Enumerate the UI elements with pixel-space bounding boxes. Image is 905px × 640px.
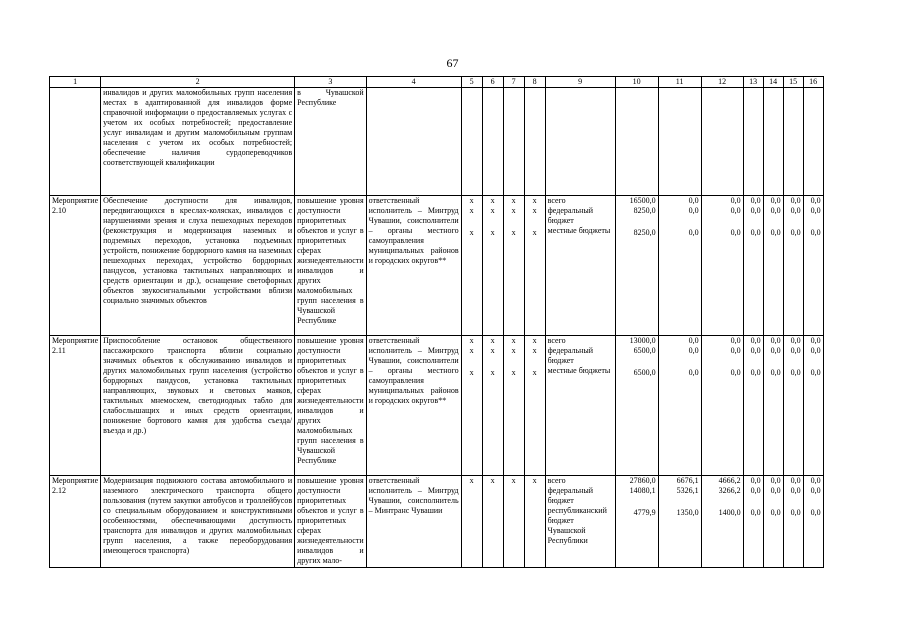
header-cell: 6	[482, 77, 503, 88]
amount-value: 0,0	[688, 368, 699, 377]
cell-result: повышение уровня доступности приоритетных объектов и услуг в приоритетных сферах жизнедеятельности инвалидов и других маломобильных групп населения в Чувашской Республике	[295, 196, 366, 336]
amount-value: 0,0	[790, 228, 801, 237]
cell-amount	[803, 336, 823, 476]
x-mark: x	[490, 228, 495, 237]
amount-value: 0,0	[688, 206, 699, 215]
amount-value: 0,0	[810, 346, 821, 355]
x-mark: x	[511, 368, 516, 377]
funding-source: республиканский бюджет Чувашской Республики	[547, 506, 607, 545]
amount-value: 0,0	[790, 336, 801, 345]
activity-row	[50, 336, 824, 476]
amount-value: 0,0	[688, 346, 699, 355]
amount-value: 0,0	[730, 368, 741, 377]
amount-value: 0,0	[790, 508, 801, 517]
cell-amount	[615, 196, 658, 336]
amount-value: 0,0	[750, 346, 761, 355]
amount-value: 13000,0	[629, 336, 656, 345]
header-cell: 11	[658, 77, 701, 88]
amount-value: 0,0	[770, 476, 781, 485]
amount-value: 0,0	[790, 196, 801, 205]
amount-value: 0,0	[770, 508, 781, 517]
funding-source: всего	[547, 476, 566, 485]
cell-amount	[783, 476, 803, 568]
header-cell: 8	[524, 77, 545, 88]
cell-amount	[763, 336, 783, 476]
cell-amount	[658, 476, 701, 568]
header-cell: 14	[763, 77, 783, 88]
header-cell: 7	[503, 77, 524, 88]
x-mark: x	[532, 228, 537, 237]
page-number: 67	[446, 56, 459, 70]
amount-value: 4779,9	[633, 508, 656, 517]
cell-result: повышение уровня доступности приоритетных объектов и услуг в приоритетных сферах жизнедеятельности инвалидов и других мало-	[295, 476, 366, 568]
cell-x-column	[482, 476, 503, 568]
cell-amount	[763, 476, 783, 568]
cell-amount	[763, 196, 783, 336]
amount-value: 0,0	[810, 196, 821, 205]
amount-value: 0,0	[790, 206, 801, 215]
x-mark	[506, 508, 522, 518]
amount-value: 1400,0	[718, 508, 741, 517]
amount-value: 0,0	[750, 228, 761, 237]
cell-description: инвалидов и других маломобильных групп населения местах в адаптированной для инвалидов форме справочной информации о предоставляемых услугах с учетом их особых потребностей; предоставление услуг инвалидам и другим маломобильным группам населения с учетом их особых потребностей; обеспечение наличия сурдопереводчиков соответствующей квалификации	[101, 88, 295, 196]
cell-amount	[743, 196, 763, 336]
cell-result: в Чувашской Республике	[295, 88, 366, 196]
amount-value: 0,0	[810, 508, 821, 517]
amount-value: 0,0	[688, 336, 699, 345]
amount-value: 0,0	[810, 368, 821, 377]
cell-amount	[803, 476, 823, 568]
x-mark: x	[469, 228, 474, 237]
amount-value: 0,0	[810, 336, 821, 345]
x-mark: x	[511, 476, 516, 485]
x-mark: x	[469, 206, 474, 215]
amount-value: 6500,0	[633, 346, 656, 355]
funding-source: всего	[547, 196, 566, 205]
activity-row	[50, 476, 824, 568]
program-table	[49, 76, 824, 568]
x-mark	[506, 486, 522, 496]
amount-value: 0,0	[688, 196, 699, 205]
cell-amount	[701, 476, 743, 568]
x-mark: x	[532, 196, 537, 205]
cell-x-column	[482, 336, 503, 476]
funding-source: федеральный бюджет	[547, 206, 594, 225]
cell-amount	[743, 336, 763, 476]
amount-value: 0,0	[810, 486, 821, 495]
cell-funding-source	[545, 336, 615, 476]
x-mark: x	[469, 196, 474, 205]
cell-amount	[658, 336, 701, 476]
amount-value: 0,0	[770, 206, 781, 215]
header-cell: 3	[295, 77, 366, 88]
amount-value: 8250,0	[633, 228, 656, 237]
amount-value: 0,0	[730, 346, 741, 355]
amount-value: 0,0	[770, 336, 781, 345]
x-mark: x	[532, 336, 537, 345]
cell-amount	[701, 196, 743, 336]
funding-source: местные бюджеты	[547, 226, 611, 235]
amount-value: 0,0	[790, 486, 801, 495]
header-cell: 15	[783, 77, 803, 88]
header-cell: 2	[101, 77, 295, 88]
x-mark: x	[532, 346, 537, 355]
header-cell: 16	[803, 77, 823, 88]
x-mark: x	[469, 336, 474, 345]
cell-amount	[658, 196, 701, 336]
amount-value: 14080,1	[629, 486, 656, 495]
funding-source: местные бюджеты	[547, 366, 611, 375]
amount-value: 6500,0	[633, 368, 656, 377]
x-mark: x	[511, 346, 516, 355]
amount-value: 0,0	[790, 346, 801, 355]
cell-x-column	[503, 336, 524, 476]
amount-value: 0,0	[688, 228, 699, 237]
continuation-row	[50, 88, 824, 196]
x-mark: x	[490, 336, 495, 345]
cell-amount	[783, 336, 803, 476]
cell-executor: ответственный исполнитель – Минтруд Чувашии, соисполнитель – Минтранс Чувашии	[366, 476, 461, 568]
cell-amount	[701, 336, 743, 476]
x-mark: x	[469, 346, 474, 355]
header-cell: 13	[743, 77, 763, 88]
amount-value: 0,0	[730, 228, 741, 237]
x-mark	[485, 508, 501, 518]
amount-value: 0,0	[750, 206, 761, 215]
header-cell: 1	[50, 77, 101, 88]
x-mark: x	[511, 196, 516, 205]
cell-x-column	[524, 336, 545, 476]
amount-value: 0,0	[810, 206, 821, 215]
funding-source: федеральный бюджет	[547, 486, 594, 505]
cell-x-column	[461, 336, 482, 476]
amount-value: 6676,1	[676, 476, 699, 485]
x-mark: x	[490, 476, 495, 485]
x-mark	[464, 486, 480, 496]
x-mark: x	[511, 336, 516, 345]
amount-value: 3266,2	[718, 486, 741, 495]
cell-executor	[366, 88, 461, 196]
cell-x-column	[524, 196, 545, 336]
amount-value: 0,0	[750, 508, 761, 517]
funding-source: всего	[547, 336, 566, 345]
cell-x-column	[461, 476, 482, 568]
amount-value: 8250,0	[633, 206, 656, 215]
amount-value: 5326,1	[676, 486, 699, 495]
cell-amount	[615, 476, 658, 568]
amount-value: 1350,0	[676, 508, 699, 517]
x-mark: x	[469, 476, 474, 485]
header-row	[50, 77, 824, 88]
amount-value: 0,0	[730, 196, 741, 205]
x-mark: x	[490, 346, 495, 355]
amount-value: 0,0	[730, 336, 741, 345]
amount-value: 0,0	[750, 336, 761, 345]
cell-funding-source	[545, 196, 615, 336]
amount-value: 0,0	[750, 486, 761, 495]
x-mark	[464, 508, 480, 518]
cell-executor: ответственный исполнитель – Минтруд Чувашии, соисполнители – органы местного самоуправления муниципальных районов и городских округов**	[366, 196, 461, 336]
cell-x-column	[482, 196, 503, 336]
amount-value: 0,0	[790, 368, 801, 377]
cell-activity	[50, 88, 101, 196]
amount-value: 0,0	[770, 368, 781, 377]
amount-value: 0,0	[770, 196, 781, 205]
header-cell: 4	[366, 77, 461, 88]
amount-value: 4666,2	[718, 476, 741, 485]
header-cell: 5	[461, 77, 482, 88]
x-mark: x	[490, 206, 495, 215]
x-mark: x	[490, 196, 495, 205]
amount-value: 0,0	[750, 476, 761, 485]
cell-amount	[615, 336, 658, 476]
cell-funding-source	[545, 476, 615, 568]
x-mark: x	[511, 206, 516, 215]
cell-amount	[803, 196, 823, 336]
amount-value: 16500,0	[629, 196, 656, 205]
cell-x-column	[524, 476, 545, 568]
x-mark: x	[532, 368, 537, 377]
cell-activity: Мероприятие 2.12	[50, 476, 101, 568]
header-cell: 12	[701, 77, 743, 88]
cell-x-column	[503, 476, 524, 568]
amount-value: 0,0	[770, 228, 781, 237]
amount-value: 0,0	[730, 206, 741, 215]
cell-description: Обеспечение доступности для инвалидов, передвигающихся в креслах-колясках, инвалидов с нарушениями зрения и слуха пешеходных переходов (реконструкция и модернизация наземных и подземных переходов, установка подъемных устройств, понижение бордюрного камня на наземных пешеходных переходах, устройство бордюрных пандусов, установка тактильных направляющих и средств ориентации и др.), оснащение светофорных объектов звукосигнальными устройствами вблизи социально значимых объектов	[101, 196, 295, 336]
cell-activity: Мероприятие 2.11	[50, 336, 101, 476]
x-mark: x	[469, 368, 474, 377]
activity-row	[50, 196, 824, 336]
header-cell: 9	[545, 77, 615, 88]
cell-result: повышение уровня доступности приоритетных объектов и услуг в приоритетных сферах жизнедеятельности инвалидов и других маломобильных групп населения в Чувашской Республике	[295, 336, 366, 476]
amount-value: 0,0	[770, 486, 781, 495]
cell-amount	[743, 476, 763, 568]
x-mark: x	[532, 476, 537, 485]
cell-activity: Мероприятие 2.10	[50, 196, 101, 336]
amount-value: 27860,0	[629, 476, 656, 485]
cell-x-column	[503, 196, 524, 336]
x-mark: x	[490, 368, 495, 377]
amount-value: 0,0	[770, 346, 781, 355]
amount-value: 0,0	[810, 228, 821, 237]
cell-executor: ответственный исполнитель – Минтруд Чувашии, соисполнители – органы местного самоуправления муниципальных районов и городских округов**	[366, 336, 461, 476]
cell-description: Приспособление остановок общественного пассажирского транспорта вблизи социально значимых объектов к обслуживанию инвалидов и других маломобильных групп населения (устройство бордюрных пандусов, установка тактильных направляющих, звуковых и световых маяков, тактильных мнемосхем, светодиодных табло для слабослышащих и иных средств ориентации, понижение бортового камня для удобства съезда/въезда и др.)	[101, 336, 295, 476]
amount-value: 0,0	[750, 368, 761, 377]
x-mark	[527, 486, 543, 496]
amount-value: 0,0	[790, 476, 801, 485]
cell-amount	[783, 196, 803, 336]
cell-description: Модернизация подвижного состава автомобильного и наземного электрического транспорта общего пользования (путем закупки автобусов и троллейбусов со специальным оборудованием и конструктивными особенностями, обеспечивающими доступность транспорта для инвалидов и других маломобильных групп населения, а также переоборудования имеющегося транспорта)	[101, 476, 295, 568]
header-cell: 10	[615, 77, 658, 88]
cell-x-column	[461, 196, 482, 336]
x-mark: x	[532, 206, 537, 215]
x-mark	[485, 486, 501, 496]
x-mark	[527, 508, 543, 518]
funding-source: федеральный бюджет	[547, 346, 594, 365]
x-mark: x	[511, 228, 516, 237]
amount-value: 0,0	[810, 476, 821, 485]
amount-value: 0,0	[750, 196, 761, 205]
